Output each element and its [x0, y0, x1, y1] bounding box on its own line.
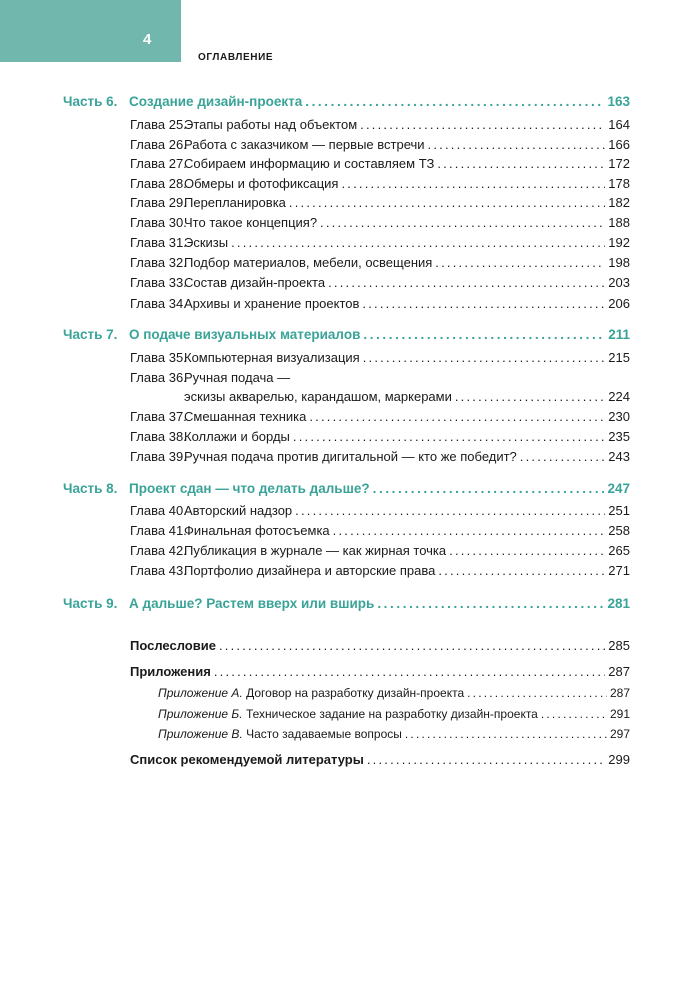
leader-dots: [219, 638, 605, 654]
chapter-page: 235: [608, 429, 630, 444]
chapter-page: 192: [608, 235, 630, 250]
toc-appendix-a[interactable]: [158, 685, 630, 701]
bibliography-title: Список рекомендуемой литературы: [130, 752, 364, 767]
leader-dots: [455, 389, 605, 405]
leader-dots: [363, 350, 606, 366]
appendix-prefix: Приложение Б.: [158, 707, 243, 721]
chapter-number: Глава 26.: [130, 137, 187, 152]
chapter-number: Глава 36.: [130, 370, 187, 385]
leader-dots: [541, 706, 607, 722]
toc-chapter-38[interactable]: [130, 429, 630, 445]
leader-dots: [363, 327, 605, 343]
chapter-page: 188: [608, 215, 630, 230]
chapter-page: 243: [608, 449, 630, 464]
page-number: 4: [143, 31, 152, 48]
chapter-title: Авторский надзор: [184, 503, 293, 518]
chapter-number: Глава 43.: [130, 563, 187, 578]
chapter-title: Ручная подача против дигитальной — кто же победит?: [184, 449, 517, 464]
chapter-title: Архивы и хранение проектов: [184, 296, 360, 311]
part-title: О подаче визуальных материалов: [129, 327, 361, 342]
leader-dots: [231, 235, 605, 251]
leader-dots: [449, 543, 605, 559]
afterword-title: Послесловие: [130, 638, 216, 653]
leader-dots: [309, 409, 605, 425]
chapter-page: 182: [608, 195, 630, 210]
chapter-number: Глава 40.: [130, 503, 187, 518]
appendix-prefix: Приложение В.: [158, 727, 243, 741]
chapter-number: Глава 31.: [130, 235, 187, 250]
chapter-title: Финальная фотосъемка: [184, 523, 330, 538]
toc-chapter-28[interactable]: [130, 176, 630, 192]
toc-appendix-b[interactable]: [158, 706, 630, 722]
toc-chapter-29[interactable]: [130, 195, 630, 211]
leader-dots: [295, 503, 605, 519]
toc-chapter-41[interactable]: [130, 523, 630, 539]
chapter-title: Эскизы: [184, 235, 229, 250]
toc-chapter-33[interactable]: [130, 275, 630, 291]
toc-part-9[interactable]: [63, 596, 630, 612]
part-page: 281: [607, 596, 630, 611]
leader-dots: [214, 664, 605, 680]
toc-chapter-40[interactable]: [130, 503, 630, 519]
leader-dots: [435, 255, 605, 271]
chapter-page: 164: [608, 117, 630, 132]
part-title: Проект сдан — что делать дальше?: [129, 481, 370, 496]
running-head: ОГЛАВЛЕНИЕ: [198, 52, 274, 63]
toc-chapter-25[interactable]: [130, 117, 630, 133]
chapter-page: 271: [608, 563, 630, 578]
appendix-title: Часто задаваемые вопросы: [246, 727, 402, 741]
chapter-page: 230: [608, 409, 630, 424]
toc-appendix-c[interactable]: [158, 726, 630, 742]
appendix-page: 287: [609, 686, 630, 700]
toc-part-6[interactable]: [63, 94, 630, 110]
leader-dots: [373, 481, 605, 497]
appendix-prefix: Приложение А.: [158, 686, 243, 700]
chapter-title: Смешанная техника: [184, 409, 307, 424]
chapter-title: Работа с заказчиком — первые встречи: [184, 137, 425, 152]
chapter-title: Состав дизайн-проекта: [184, 275, 326, 290]
chapter-page: 203: [608, 275, 630, 290]
toc-chapter-43[interactable]: [130, 563, 630, 579]
part-number: Часть 9.: [63, 596, 118, 611]
chapter-page: 265: [608, 543, 630, 558]
part-number: Часть 8.: [63, 481, 118, 496]
chapter-number: Глава 37.: [130, 409, 187, 424]
chapter-number: Глава 41.: [130, 523, 187, 538]
chapter-number: Глава 42.: [130, 543, 187, 558]
toc-part-8[interactable]: [63, 481, 630, 497]
appendix-title: Договор на разработку дизайн-проекта: [246, 686, 465, 700]
toc-chapter-27[interactable]: [130, 156, 630, 172]
chapter-page: 258: [608, 523, 630, 538]
toc-chapter-36-first-line[interactable]: [130, 370, 290, 386]
appendix-title: Техническое задание на разработку дизайн-проекта: [245, 707, 538, 721]
appendices-page: 287: [608, 664, 630, 679]
leader-dots: [360, 117, 605, 133]
chapter-title: Ручная подача —: [184, 370, 291, 385]
chapter-title: Перепланировка: [184, 195, 286, 210]
chapter-page: 206: [608, 296, 630, 311]
chapter-title: Обмеры и фотофиксация: [184, 176, 339, 191]
chapter-page: 166: [608, 137, 630, 152]
chapter-page: 178: [608, 176, 630, 191]
leader-dots: [467, 685, 607, 701]
afterword-page: 285: [608, 638, 630, 653]
chapter-title: Портфолио дизайнера и авторские права: [184, 563, 436, 578]
leader-dots: [438, 563, 605, 579]
leader-dots: [362, 296, 605, 312]
toc-chapter-36[interactable]: [184, 389, 630, 405]
leader-dots: [333, 523, 606, 539]
chapter-number: Глава 39.: [130, 449, 187, 464]
part-page: 211: [608, 327, 630, 342]
chapter-number: Глава 33.: [130, 275, 187, 290]
leader-dots: [428, 137, 606, 153]
chapter-number: Глава 32.: [130, 255, 187, 270]
toc-part-7[interactable]: [63, 327, 630, 343]
chapter-number: Глава 35.: [130, 350, 187, 365]
toc-appendices[interactable]: [130, 664, 630, 680]
toc-bibliography[interactable]: [130, 752, 630, 768]
part-title: А дальше? Растем вверх или вширь: [129, 596, 375, 611]
part-page: 163: [607, 94, 630, 109]
page-tab: [0, 0, 181, 62]
leader-dots: [293, 429, 605, 445]
toc-chapter-32[interactable]: [130, 255, 630, 271]
chapter-page: 215: [608, 350, 630, 365]
part-number: Часть 7.: [63, 327, 118, 342]
toc-chapter-26[interactable]: [130, 137, 630, 153]
leader-dots: [341, 176, 605, 192]
leader-dots: [305, 94, 604, 110]
part-page: 247: [607, 481, 630, 496]
chapter-page: 251: [608, 503, 630, 518]
toc-chapter-42[interactable]: [130, 543, 630, 559]
chapter-page: 172: [608, 156, 630, 171]
chapter-number: Глава 30.: [130, 215, 187, 230]
chapter-title: Этапы работы над объектом: [184, 117, 358, 132]
leader-dots: [377, 596, 604, 612]
appendix-page: 291: [609, 707, 630, 721]
chapter-title-continued: эскизы акварелью, карандашом, маркерами: [184, 389, 452, 404]
leader-dots: [328, 275, 605, 291]
leader-dots: [367, 752, 605, 768]
chapter-title: Компьютерная визуализация: [184, 350, 360, 365]
toc-chapter-30[interactable]: [130, 215, 630, 231]
chapter-title: Коллажи и борды: [184, 429, 290, 444]
toc-chapter-34[interactable]: [130, 296, 630, 312]
toc-chapter-35[interactable]: [130, 350, 630, 366]
chapter-page: 198: [608, 255, 630, 270]
bibliography-page: 299: [608, 752, 630, 767]
leader-dots: [520, 449, 606, 465]
toc-chapter-31[interactable]: [130, 235, 630, 251]
leader-dots: [320, 215, 605, 231]
part-title: Создание дизайн-проекта: [129, 94, 303, 109]
leader-dots: [437, 156, 605, 172]
leader-dots: [405, 726, 607, 742]
appendix-page: 297: [609, 727, 630, 741]
appendices-title: Приложения: [130, 664, 211, 679]
chapter-title: Публикация в журнале — как жирная точка: [184, 543, 447, 558]
chapter-title: Что такое концепция?: [184, 215, 318, 230]
chapter-title: Подбор материалов, мебели, освещения: [184, 255, 433, 270]
toc-chapter-39[interactable]: [130, 449, 630, 465]
toc-chapter-37[interactable]: [130, 409, 630, 425]
chapter-title: Собираем информацию и составляем ТЗ: [184, 156, 435, 171]
chapter-number: Глава 34.: [130, 296, 187, 311]
chapter-number: Глава 38.: [130, 429, 187, 444]
chapter-page: 224: [608, 389, 630, 404]
chapter-number: Глава 27.: [130, 156, 187, 171]
chapter-number: Глава 28.: [130, 176, 187, 191]
chapter-number: Глава 25.: [130, 117, 187, 132]
chapter-number: Глава 29.: [130, 195, 187, 210]
part-number: Часть 6.: [63, 94, 118, 109]
leader-dots: [289, 195, 605, 211]
toc-afterword[interactable]: [130, 638, 630, 654]
